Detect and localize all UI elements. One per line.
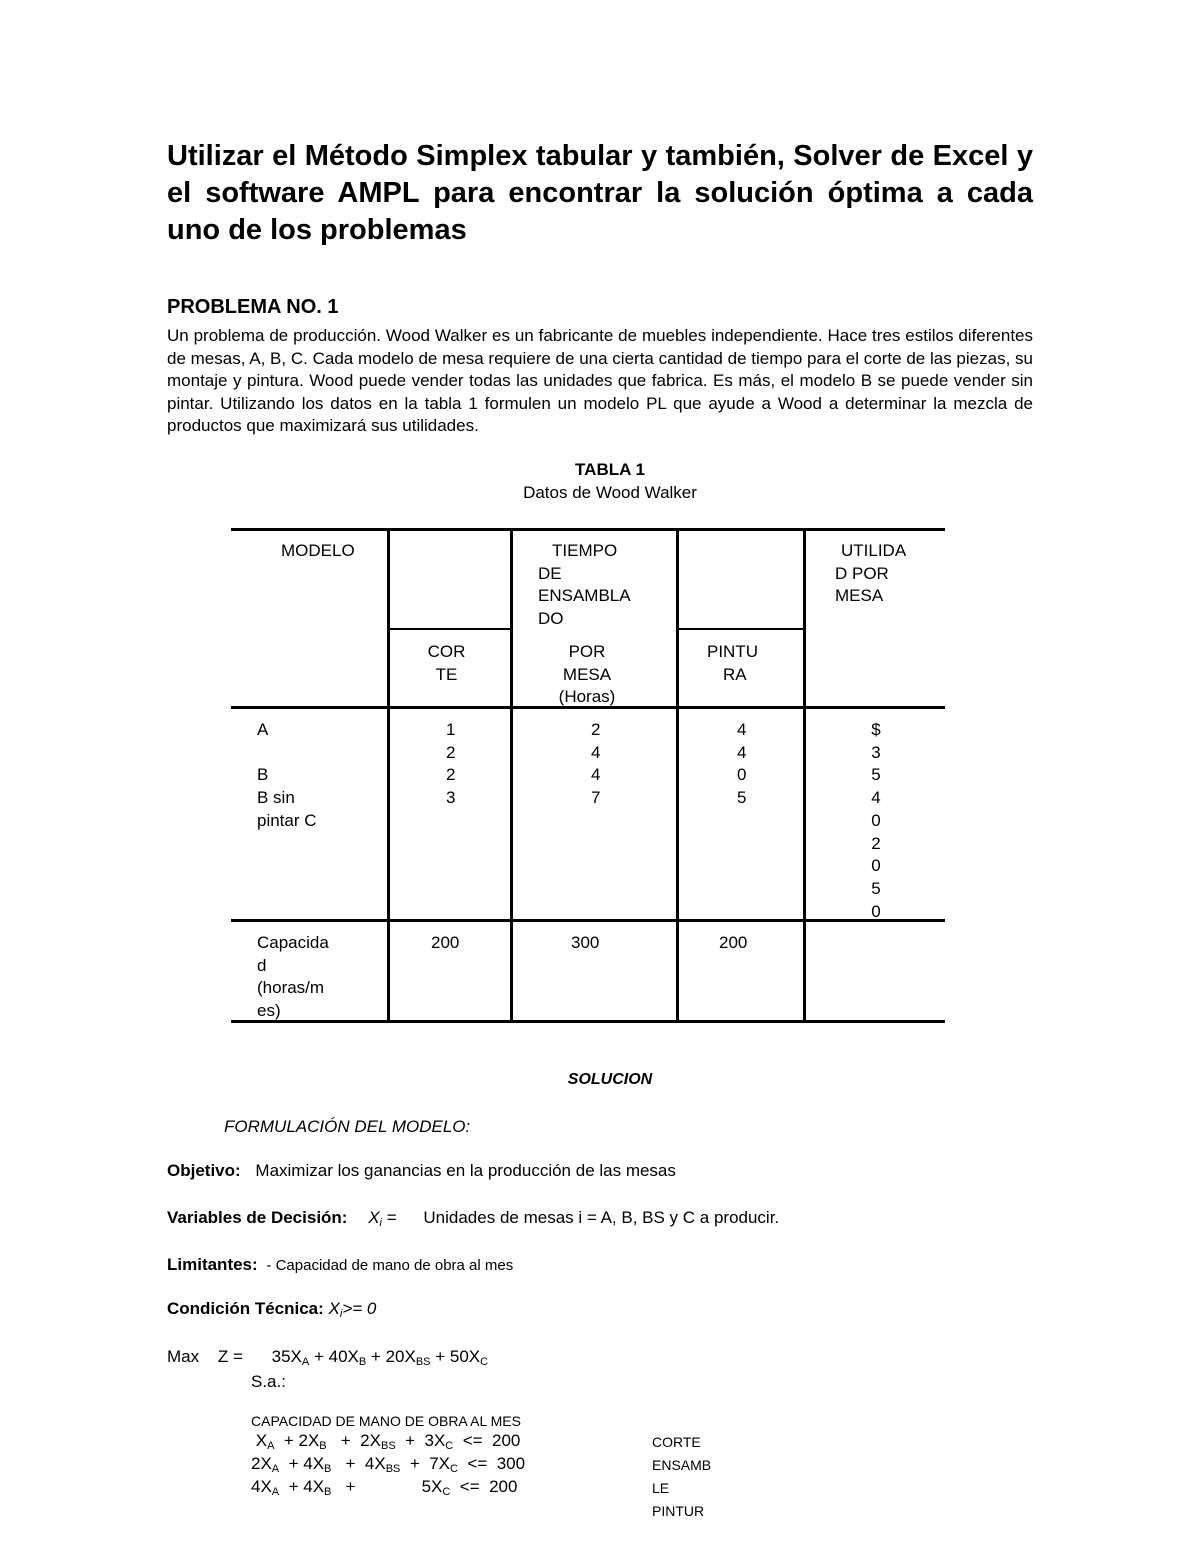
condition-symbol bbox=[329, 1299, 377, 1318]
constraint-label: CORTE bbox=[652, 1434, 701, 1450]
condition-x: X bbox=[328, 1299, 340, 1318]
header-tiempo-line: TIEMPO bbox=[552, 541, 618, 560]
model-label: pintar C bbox=[257, 810, 317, 830]
corte-value: 1 bbox=[446, 720, 456, 739]
constraint-labels bbox=[652, 1431, 711, 1523]
pintura-value: 4 bbox=[737, 742, 747, 762]
capacity-label-line: d bbox=[257, 955, 267, 975]
table-col-divider bbox=[387, 528, 390, 1023]
constraint-label: PINTUR bbox=[652, 1503, 705, 1519]
pintura-value: 5 bbox=[737, 788, 747, 808]
model-label bbox=[257, 742, 317, 765]
corte-value: 3 bbox=[446, 788, 456, 808]
variables-symbol bbox=[368, 1208, 382, 1227]
corte-value: 2 bbox=[446, 765, 456, 785]
model-label: B bbox=[257, 765, 269, 785]
utilidad-value: 3 bbox=[871, 742, 881, 762]
condition-text: >= 0 bbox=[342, 1299, 377, 1318]
page-title: Utilizar el Método Simplex tabular y también, Solver de Excel y el software AMPL para encontrar la solución óptima a cada uno de los problemas bbox=[167, 140, 1033, 246]
solution-heading: SOLUCION bbox=[567, 1071, 653, 1088]
problem-text: Un problema de producción. Wood Walker es un fabricante de muebles independiente. Hace tres estilos diferentes de mesas, A, B, C. Cada modelo de mesa requiere de una cierta cantidad de tiempo para el corte de las piezas, su montaje y pintura. Wood puede vender todas las unidades que fabrica. Es más, el modelo B se puede vender sin pintar. Utilizando los datos en la tabla 1 formulen un modelo PL que ayude a Wood a determinar la mezcla de productos que maximizará sus utilidades. bbox=[167, 326, 1033, 435]
model-label: A bbox=[257, 720, 269, 739]
table-sub-border bbox=[388, 628, 512, 630]
corte-values bbox=[446, 719, 455, 810]
table-col-divider bbox=[803, 528, 806, 1023]
table-sub-border bbox=[677, 628, 805, 630]
header-tiempo-line: DE bbox=[538, 563, 562, 583]
utilidad-value: 2 bbox=[871, 833, 881, 853]
condition-sub: i bbox=[339, 1308, 343, 1320]
utilidad-values bbox=[869, 719, 883, 923]
corte-value: 2 bbox=[446, 742, 456, 762]
models-column bbox=[257, 719, 317, 833]
table-top-border bbox=[231, 528, 945, 531]
model-label: B sin bbox=[257, 788, 295, 808]
capacity-label-line: es) bbox=[257, 1001, 281, 1021]
capacity-pintura: 200 bbox=[719, 933, 748, 952]
variables-equals: = bbox=[382, 1208, 397, 1227]
header-por-mesa-line: POR bbox=[568, 642, 606, 661]
header-corte-line: TE bbox=[435, 664, 458, 684]
condition-line bbox=[167, 1299, 376, 1320]
ensamble-value: 7 bbox=[591, 788, 601, 808]
constraint-label: ENSAMB bbox=[652, 1457, 712, 1473]
utilidad-value: $ bbox=[871, 720, 881, 739]
header-modelo: MODELO bbox=[281, 541, 355, 560]
table-subtitle: Datos de Wood Walker bbox=[523, 483, 697, 502]
limits-label: Limitantes: bbox=[167, 1255, 258, 1274]
capacity-corte: 200 bbox=[431, 933, 460, 952]
constraint-ensamble: $2X_A + 4X_B + 4X_{BS} + 7X_C <= 300$ bbox=[251, 1454, 526, 1475]
objective-expression: $35X_A + 40X_B + 20X_{BS} + 50X_C$ bbox=[271, 1347, 489, 1368]
utilidad-value: 4 bbox=[871, 788, 881, 808]
constraints-title: CAPACIDAD DE MANO DE OBRA AL MES bbox=[251, 1413, 521, 1429]
ensamble-value: 2 bbox=[591, 720, 601, 739]
constraint-corte: $X_A + 2X_B + 2X_{BS} + 3X_C <= 200$ bbox=[251, 1431, 521, 1452]
subject-to: S.a.: bbox=[251, 1372, 286, 1391]
max-label: Max bbox=[167, 1347, 200, 1366]
table-title: TABLA 1 bbox=[575, 460, 645, 479]
header-tiempo-line: DO bbox=[538, 609, 564, 629]
header-utilidad-line: UTILIDA bbox=[841, 541, 907, 560]
limits-line bbox=[167, 1255, 513, 1275]
table-col-divider bbox=[510, 528, 513, 1023]
variables-label: Variables de Decisión: bbox=[167, 1208, 348, 1227]
header-corte-line: COR bbox=[427, 642, 466, 661]
header-tiempo bbox=[538, 540, 631, 631]
utilidad-value: 0 bbox=[871, 901, 881, 921]
utilidad-value: 5 bbox=[871, 878, 881, 898]
header-utilidad-line: MESA bbox=[835, 586, 884, 606]
formulation-heading: FORMULACIÓN DEL MODELO: bbox=[224, 1117, 471, 1136]
header-pintura-line: PINTU bbox=[707, 642, 758, 661]
problem-heading: PROBLEMA NO. 1 bbox=[167, 296, 339, 318]
header-por-mesa-line: (Horas) bbox=[558, 687, 616, 707]
capacity-ensamble: 300 bbox=[571, 933, 600, 952]
ensamble-values bbox=[591, 719, 600, 810]
header-corte bbox=[424, 641, 469, 686]
pintura-value: 0 bbox=[737, 765, 747, 785]
objective-line bbox=[167, 1161, 676, 1181]
variable-sub: i bbox=[379, 1217, 382, 1229]
header-tiempo-line: ENSAMBLA bbox=[538, 586, 631, 606]
z-label: Z = bbox=[217, 1347, 243, 1366]
header-pintura bbox=[707, 641, 758, 686]
variables-text: Unidades de mesas i = A, B, BS y C a producir. bbox=[423, 1208, 780, 1227]
header-por-mesa-line: MESA bbox=[562, 664, 612, 684]
utilidad-value: 0 bbox=[871, 856, 881, 876]
limits-text: - Capacidad de mano de obra al mes bbox=[266, 1257, 514, 1274]
condition-label: Condición Técnica: bbox=[167, 1299, 324, 1318]
objective-label: Objetivo: bbox=[167, 1161, 241, 1180]
table-body-border bbox=[231, 919, 945, 922]
constraint-label: LE bbox=[652, 1480, 670, 1496]
pintura-value: 4 bbox=[737, 720, 747, 739]
variable-x: X bbox=[368, 1208, 380, 1227]
table-bottom-border bbox=[231, 1020, 945, 1023]
header-por-mesa bbox=[547, 641, 627, 709]
capacity-label-line: Capacida bbox=[257, 933, 329, 952]
header-pintura-line: RA bbox=[723, 664, 747, 684]
capacity-label bbox=[257, 932, 329, 1023]
objective-function bbox=[167, 1347, 488, 1368]
utilidad-value: 0 bbox=[871, 810, 881, 830]
ensamble-value: 4 bbox=[591, 742, 601, 762]
table-col-divider bbox=[676, 528, 679, 1023]
header-utilidad-line: D POR bbox=[835, 563, 889, 583]
header-utilidad bbox=[835, 540, 906, 608]
utilidad-value: 5 bbox=[871, 765, 881, 785]
ensamble-value: 4 bbox=[591, 765, 601, 785]
pintura-values bbox=[737, 719, 746, 810]
capacity-label-line: (horas/m bbox=[257, 978, 325, 998]
variables-line bbox=[167, 1208, 779, 1229]
objective-text: Maximizar los ganancias en la producción de las mesas bbox=[255, 1161, 676, 1180]
constraint-pintura: $4X_A + 4X_B$ + $5X_C <= 200$ bbox=[251, 1477, 518, 1498]
